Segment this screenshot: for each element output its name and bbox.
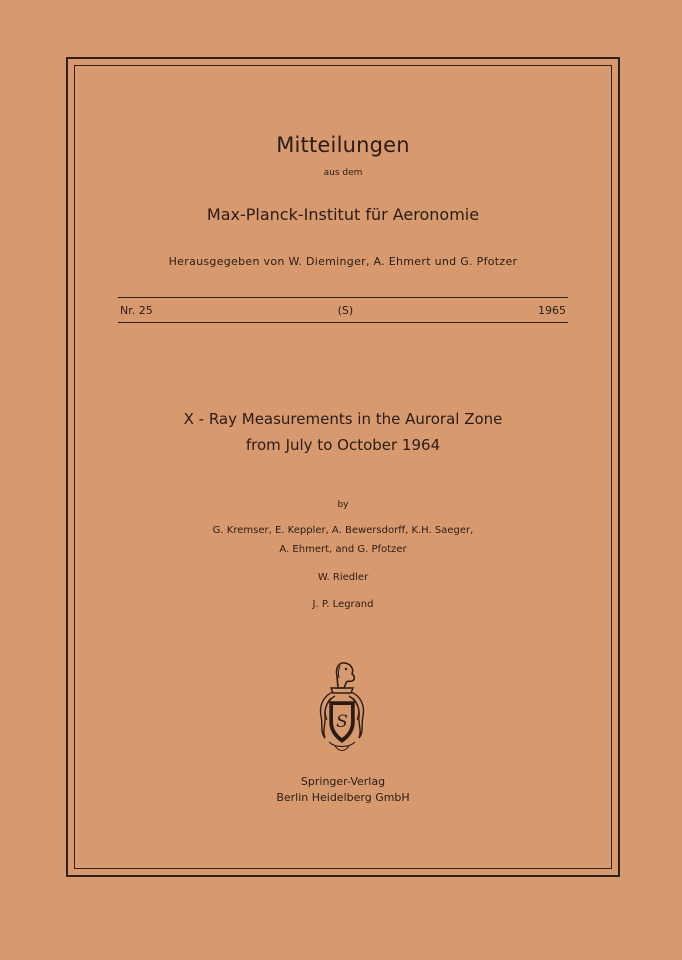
author-line-4: J. P. Legrand [312,599,374,610]
work-title-line-1: X - Ray Measurements in the Auroral Zone [183,410,503,428]
springer-knight-logo-icon [311,658,373,760]
issue-info-row [120,304,566,317]
publisher-location: Berlin Heidelberg GmbH [276,791,410,804]
editors-line: Herausgegeben von W. Dieminger, A. Ehmert und G. Pfotzer [168,255,518,268]
series-title: Mitteilungen [276,133,410,157]
by-label: by [337,500,349,510]
authors-line-2: A. Ehmert, and G. Pfotzer [279,544,407,555]
work-title-line-2: from July to October 1964 [245,436,441,454]
bottom-rule-divider [118,322,568,323]
issue-code: (S) [337,304,354,317]
author-line-3: W. Riedler [317,572,369,583]
authors-line-1: G. Kremser, E. Keppler, A. Bewersdorff, K.H. Saeger, [212,525,474,536]
series-aus-dem: aus dem [323,168,363,178]
issue-number: Nr. 25 [120,304,153,317]
institute-name: Max-Planck-Institut für Aeronomie [206,205,480,224]
publisher-name: Springer-Verlag [300,775,386,788]
issue-year: 1965 [538,304,566,317]
top-rule-divider [118,297,568,298]
logo-letter: S [336,712,348,732]
